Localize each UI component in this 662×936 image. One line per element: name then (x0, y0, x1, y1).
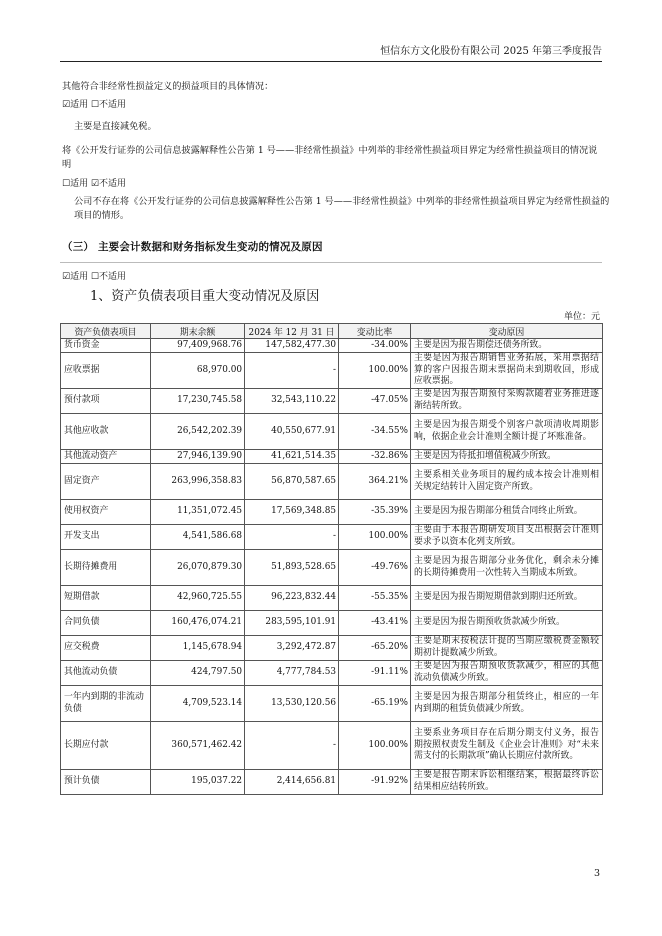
row-ratio: -55.35% (339, 586, 411, 611)
row-reason: 主要是因为报告期销售业务拓展，采用票据结算的客户因报告期末票据尚未到期收回，形成应收票据。 (411, 353, 603, 389)
row-ratio: -43.41% (339, 611, 411, 636)
row-prev-balance: 51,893,528.65 (245, 550, 339, 586)
other-items-note: 主要是直接减免税。 (74, 121, 157, 132)
row-prev-balance: - (245, 525, 339, 550)
row-prev-balance: 17,569,348.85 (245, 500, 339, 525)
row-end-balance: 17,230,745.58 (151, 389, 245, 414)
row-prev-balance: 3,292,472.87 (245, 636, 339, 661)
row-item: 其他流动资产 (61, 450, 151, 464)
balance-sheet-table (60, 323, 603, 795)
row-item: 应收票据 (61, 353, 151, 389)
table-row (61, 389, 603, 414)
row-ratio: 100.00% (339, 722, 411, 770)
header-reason: 变动原因 (411, 324, 603, 339)
table-row (61, 450, 603, 464)
header-end-balance: 期末余额 (151, 324, 245, 339)
reclass-text: 将《公开发行证券的公司信息披露解释性公告第 1 号——非经常性损益》中列举的非经常性损益项目界定为经常性损益项目的情况说明 (62, 145, 598, 170)
row-item: 使用权资产 (61, 500, 151, 525)
row-item: 长期应付款 (61, 722, 151, 770)
row-item: 固定资产 (61, 464, 151, 500)
row-ratio: -47.05% (339, 389, 411, 414)
row-reason: 主要是因为报告期预收货款减少，相应的其他流动负债减少所致。 (411, 661, 603, 686)
row-item: 应交税费 (61, 636, 151, 661)
table-header-row (61, 324, 603, 339)
reclass-options: ☐适用 ☑不适用 (62, 179, 126, 189)
row-reason: 主要是因为报告期预付采购款随着业务推进逐渐结转所致。 (411, 389, 603, 414)
row-end-balance: 4,709,523.14 (151, 686, 245, 722)
page-number: 3 (593, 868, 600, 879)
row-ratio: -65.19% (339, 686, 411, 722)
row-ratio: -91.92% (339, 770, 411, 795)
row-end-balance: 4,541,586.68 (151, 525, 245, 550)
row-ratio: 364.21% (339, 464, 411, 500)
row-end-balance: 26,542,202.39 (151, 414, 245, 450)
page-header: 恒信东方文化股份有限公司 2025 年第三季度报告 (380, 46, 602, 57)
table-row (61, 686, 603, 722)
row-reason: 主要是因为待抵扣增值税减少所致。 (411, 450, 603, 464)
row-end-balance: 11,351,072.45 (151, 500, 245, 525)
row-reason: 主要是因为报告期短期借款到期归还所致。 (411, 586, 603, 611)
row-end-balance: 26,070,879.30 (151, 550, 245, 586)
section-rule (60, 262, 602, 263)
row-prev-balance: 4,777,784.53 (245, 661, 339, 686)
row-end-balance: 42,960,725.55 (151, 586, 245, 611)
table-row (61, 661, 603, 686)
row-prev-balance: 40,550,677.91 (245, 414, 339, 450)
table-row (61, 339, 603, 353)
table-row (61, 636, 603, 661)
row-reason: 主要是因为报告期部分业务优化，剩余未分摊的长期待摊费用一次性转入当期成本所致。 (411, 550, 603, 586)
row-ratio: 100.00% (339, 353, 411, 389)
row-prev-balance: 56,870,587.65 (245, 464, 339, 500)
row-reason: 主要是期末按税法计提的当期应缴税费金额较期初计提数减少所致。 (411, 636, 603, 661)
row-end-balance: 27,946,139.90 (151, 450, 245, 464)
row-end-balance: 1,145,678.94 (151, 636, 245, 661)
row-ratio: -35.39% (339, 500, 411, 525)
table-row (61, 770, 603, 795)
row-reason: 主要是因为报告期偿还债务所致。 (411, 339, 603, 353)
row-item: 长期待摊费用 (61, 550, 151, 586)
section-heading: （三） 主要会计数据和财务指标发生变动的情况及原因 (62, 241, 323, 253)
row-end-balance: 68,970.00 (151, 353, 245, 389)
row-ratio: -65.20% (339, 636, 411, 661)
table-row (61, 550, 603, 586)
table-row (61, 464, 603, 500)
row-reason: 主要由于本报告期研发项目支出根据会计准则要求予以资本化列支所致。 (411, 525, 603, 550)
table-row (61, 500, 603, 525)
row-reason: 主要是报告期末诉讼相继结案，根据最终诉讼结果相应结转所致。 (411, 770, 603, 795)
other-items-options: ☑适用 ☐不适用 (62, 100, 126, 110)
table-row (61, 586, 603, 611)
row-item: 其他流动负债 (61, 661, 151, 686)
reclass-note: 公司不存在将《公开发行证券的公司信息披露解释性公告第 1 号——非经常性损益》中列举的非经常性损益项目界定为经常性损益的项目的情形。 (74, 196, 610, 221)
row-prev-balance: 32,543,110.22 (245, 389, 339, 414)
row-end-balance: 160,476,074.21 (151, 611, 245, 636)
row-prev-balance: 283,595,101.91 (245, 611, 339, 636)
other-items-heading: 其他符合非经常性损益定义的损益项目的具体情况： (62, 81, 274, 92)
row-end-balance: 97,409,968.76 (151, 339, 245, 353)
section-options: ☑适用 ☐不适用 (62, 272, 126, 282)
table-row (61, 722, 603, 770)
row-end-balance: 263,996,358.83 (151, 464, 245, 500)
row-prev-balance: - (245, 353, 339, 389)
row-prev-balance: 96,223,832.44 (245, 586, 339, 611)
row-prev-balance: 147,582,477.30 (245, 339, 339, 353)
row-prev-balance: 41,621,514.35 (245, 450, 339, 464)
row-item: 预计负债 (61, 770, 151, 795)
table-row (61, 414, 603, 450)
row-end-balance: 360,571,462.42 (151, 722, 245, 770)
row-item: 预付款项 (61, 389, 151, 414)
table-row (61, 611, 603, 636)
table-row (61, 525, 603, 550)
row-item: 其他应收款 (61, 414, 151, 450)
row-item: 开发支出 (61, 525, 151, 550)
row-ratio: 100.00% (339, 525, 411, 550)
header-prev-balance: 2024 年 12 月 31 日 (245, 324, 339, 339)
row-ratio: -34.00% (339, 339, 411, 353)
header-rule (60, 61, 602, 62)
row-reason: 主要是因为报告期部分租赁终止，相应的一年内到期的租赁负债减少所致。 (411, 686, 603, 722)
row-reason: 主要系相关业务项目的履约成本按会计准则相关规定结转计入固定资产所致。 (411, 464, 603, 500)
row-item: 合同负债 (61, 611, 151, 636)
balance-sheet-subheading: 1、资产负债表项目重大变动情况及原因 (90, 289, 320, 304)
row-prev-balance: 2,414,656.81 (245, 770, 339, 795)
row-item: 一年内到期的非流动负债 (61, 686, 151, 722)
row-ratio: -34.55% (339, 414, 411, 450)
row-ratio: -32.86% (339, 450, 411, 464)
row-item: 货币资金 (61, 339, 151, 353)
unit-label: 单位：元 (563, 312, 600, 322)
row-item: 短期借款 (61, 586, 151, 611)
row-prev-balance: 13,530,120.56 (245, 686, 339, 722)
row-reason: 主要是因为报告期部分租赁合同终止所致。 (411, 500, 603, 525)
row-reason: 主要是因为报告期预收货款减少所致。 (411, 611, 603, 636)
row-reason: 主要系业务项目存在后期分期支付义务，报告期按照权责发生制及《企业会计准则》对“未来需支付的长期款项”确认长期应付款所致。 (411, 722, 603, 770)
row-prev-balance: - (245, 722, 339, 770)
table-row (61, 353, 603, 389)
row-ratio: -91.11% (339, 661, 411, 686)
row-end-balance: 195,037.22 (151, 770, 245, 795)
header-ratio: 变动比率 (339, 324, 411, 339)
row-end-balance: 424,797.50 (151, 661, 245, 686)
row-reason: 主要是因为报告期受个别客户款项清收周期影响，依据企业会计准则全额计提了坏账准备。 (411, 414, 603, 450)
row-ratio: -49.76% (339, 550, 411, 586)
header-item: 资产负债表项目 (61, 324, 151, 339)
